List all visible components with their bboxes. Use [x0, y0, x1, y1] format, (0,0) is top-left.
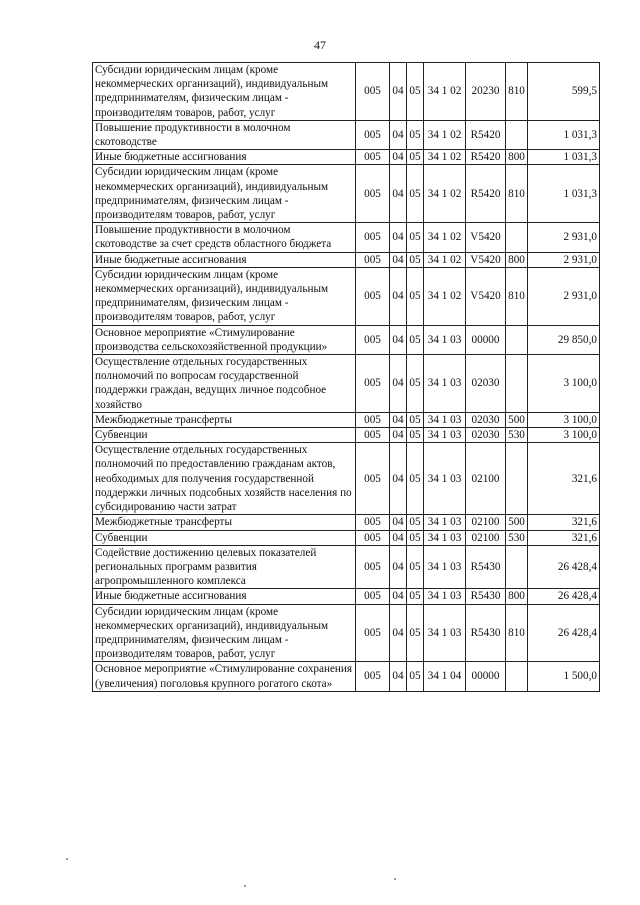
expense-type-code: [506, 223, 528, 252]
table-row: [93, 662, 600, 691]
ministry-code: 005: [356, 412, 390, 427]
ministry-code: 005: [356, 545, 390, 589]
program-code: 34 1 04: [424, 662, 466, 691]
table-row: [93, 515, 600, 530]
target-code: 02030: [466, 428, 506, 443]
budget-allocation-table: [92, 62, 600, 692]
section-code: 04: [390, 267, 407, 325]
target-code: 00000: [466, 662, 506, 691]
amount: 26 428,4: [528, 545, 600, 589]
amount: 1 031,3: [528, 165, 600, 223]
ministry-code: 005: [356, 165, 390, 223]
target-code: 02030: [466, 412, 506, 427]
amount: 1 031,3: [528, 150, 600, 165]
program-code: 34 1 03: [424, 428, 466, 443]
table-row: [93, 252, 600, 267]
table-row: [93, 589, 600, 604]
subsection-code: 05: [407, 662, 424, 691]
table-row: [93, 165, 600, 223]
section-code: 04: [390, 589, 407, 604]
ministry-code: 005: [356, 63, 390, 121]
ministry-code: 005: [356, 267, 390, 325]
amount: 26 428,4: [528, 589, 600, 604]
target-code: 02100: [466, 515, 506, 530]
amount: 29 850,0: [528, 325, 600, 354]
section-code: 04: [390, 150, 407, 165]
table-row: [93, 443, 600, 515]
expense-type-code: 500: [506, 515, 528, 530]
row-name: Субсидии юридическим лицам (кроме некоммерческих организаций), индивидуальным предпринимателям, физическим лицам - производителям товаров, работ, услуг: [93, 165, 356, 223]
row-name: Иные бюджетные ассигнования: [93, 589, 356, 604]
section-code: 04: [390, 604, 407, 662]
table-row: [93, 267, 600, 325]
target-code: 02100: [466, 443, 506, 515]
table-row: [93, 545, 600, 589]
subsection-code: 05: [407, 515, 424, 530]
program-code: 34 1 03: [424, 355, 466, 413]
row-name: Осуществление отдельных государственных полномочий по предоставлению гражданам актов, необходимых для получения государственной поддержки личных подсобных хозяйств населения по субсидированию части затрат: [93, 443, 356, 515]
row-name: Субвенции: [93, 530, 356, 545]
expense-type-code: [506, 325, 528, 354]
section-code: 04: [390, 325, 407, 354]
expense-type-code: 800: [506, 252, 528, 267]
expense-type-code: 530: [506, 428, 528, 443]
target-code: 02030: [466, 355, 506, 413]
section-code: 04: [390, 165, 407, 223]
amount: 2 931,0: [528, 223, 600, 252]
row-name: Субсидии юридическим лицам (кроме некоммерческих организаций), индивидуальным предпринимателям, физическим лицам - производителям товаров, работ, услуг: [93, 604, 356, 662]
ministry-code: 005: [356, 530, 390, 545]
ministry-code: 005: [356, 150, 390, 165]
target-code: 00000: [466, 325, 506, 354]
row-name: Иные бюджетные ассигнования: [93, 252, 356, 267]
scan-speck: [66, 858, 68, 860]
subsection-code: 05: [407, 545, 424, 589]
program-code: 34 1 03: [424, 530, 466, 545]
table-row: [93, 325, 600, 354]
amount: 26 428,4: [528, 604, 600, 662]
section-code: 04: [390, 412, 407, 427]
program-code: 34 1 03: [424, 515, 466, 530]
subsection-code: 05: [407, 150, 424, 165]
table-row: [93, 412, 600, 427]
subsection-code: 05: [407, 589, 424, 604]
program-code: 34 1 02: [424, 120, 466, 149]
subsection-code: 05: [407, 530, 424, 545]
amount: 321,6: [528, 515, 600, 530]
ministry-code: 005: [356, 662, 390, 691]
amount: 2 931,0: [528, 252, 600, 267]
expense-type-code: 810: [506, 63, 528, 121]
expense-type-code: 800: [506, 150, 528, 165]
program-code: 34 1 02: [424, 223, 466, 252]
row-name: Иные бюджетные ассигнования: [93, 150, 356, 165]
section-code: 04: [390, 223, 407, 252]
section-code: 04: [390, 428, 407, 443]
program-code: 34 1 03: [424, 545, 466, 589]
program-code: 34 1 02: [424, 165, 466, 223]
row-name: Основное мероприятие «Стимулирование производства сельскохозяйственной продукции»: [93, 325, 356, 354]
table-row: [93, 530, 600, 545]
section-code: 04: [390, 545, 407, 589]
subsection-code: 05: [407, 604, 424, 662]
amount: 2 931,0: [528, 267, 600, 325]
row-name: Содействие достижению целевых показателей региональных программ развития агропромышленного комплекса: [93, 545, 356, 589]
target-code: V5420: [466, 252, 506, 267]
subsection-code: 05: [407, 355, 424, 413]
section-code: 04: [390, 515, 407, 530]
section-code: 04: [390, 662, 407, 691]
ministry-code: 005: [356, 443, 390, 515]
row-name: Повышение продуктивности в молочном скотоводстве: [93, 120, 356, 149]
expense-type-code: [506, 355, 528, 413]
program-code: 34 1 03: [424, 325, 466, 354]
target-code: V5420: [466, 223, 506, 252]
target-code: R5420: [466, 120, 506, 149]
row-name: Субсидии юридическим лицам (кроме некоммерческих организаций), индивидуальным предпринимателям, физическим лицам - производителям товаров, работ, услуг: [93, 267, 356, 325]
target-code: R5430: [466, 545, 506, 589]
expense-type-code: [506, 545, 528, 589]
expense-type-code: 500: [506, 412, 528, 427]
section-code: 04: [390, 120, 407, 149]
expense-type-code: 530: [506, 530, 528, 545]
ministry-code: 005: [356, 252, 390, 267]
table-row: [93, 355, 600, 413]
scan-speck: [394, 878, 396, 880]
amount: 1 500,0: [528, 662, 600, 691]
ministry-code: 005: [356, 604, 390, 662]
ministry-code: 005: [356, 325, 390, 354]
subsection-code: 05: [407, 428, 424, 443]
amount: 321,6: [528, 530, 600, 545]
subsection-code: 05: [407, 267, 424, 325]
expense-type-code: [506, 120, 528, 149]
table-row: [93, 150, 600, 165]
amount: 599,5: [528, 63, 600, 121]
subsection-code: 05: [407, 412, 424, 427]
target-code: R5420: [466, 150, 506, 165]
expense-type-code: 810: [506, 267, 528, 325]
program-code: 34 1 03: [424, 412, 466, 427]
subsection-code: 05: [407, 252, 424, 267]
subsection-code: 05: [407, 443, 424, 515]
row-name: Субвенции: [93, 428, 356, 443]
section-code: 04: [390, 63, 407, 121]
subsection-code: 05: [407, 223, 424, 252]
table-row: [93, 604, 600, 662]
ministry-code: 005: [356, 355, 390, 413]
subsection-code: 05: [407, 120, 424, 149]
subsection-code: 05: [407, 325, 424, 354]
program-code: 34 1 03: [424, 443, 466, 515]
table-row: [93, 223, 600, 252]
ministry-code: 005: [356, 515, 390, 530]
program-code: 34 1 02: [424, 252, 466, 267]
expense-type-code: 810: [506, 165, 528, 223]
row-name: Повышение продуктивности в молочном скотоводстве за счет средств областного бюджета: [93, 223, 356, 252]
target-code: V5420: [466, 267, 506, 325]
scan-speck: [244, 885, 246, 887]
program-code: 34 1 02: [424, 63, 466, 121]
target-code: R5430: [466, 589, 506, 604]
row-name: Субсидии юридическим лицам (кроме некоммерческих организаций), индивидуальным предпринимателям, физическим лицам - производителям товаров, работ, услуг: [93, 63, 356, 121]
target-code: 02100: [466, 530, 506, 545]
program-code: 34 1 03: [424, 589, 466, 604]
section-code: 04: [390, 530, 407, 545]
row-name: Межбюджетные трансферты: [93, 412, 356, 427]
target-code: 20230: [466, 63, 506, 121]
section-code: 04: [390, 443, 407, 515]
amount: 321,6: [528, 443, 600, 515]
subsection-code: 05: [407, 63, 424, 121]
page-number: 47: [314, 38, 326, 52]
expense-type-code: [506, 443, 528, 515]
section-code: 04: [390, 252, 407, 267]
ministry-code: 005: [356, 589, 390, 604]
table-row: [93, 63, 600, 121]
program-code: 34 1 03: [424, 604, 466, 662]
row-name: Основное мероприятие «Стимулирование сохранения (увеличения) поголовья крупного рогатого скота»: [93, 662, 356, 691]
ministry-code: 005: [356, 223, 390, 252]
expense-type-code: [506, 662, 528, 691]
amount: 3 100,0: [528, 412, 600, 427]
amount: 3 100,0: [528, 428, 600, 443]
expense-type-code: 810: [506, 604, 528, 662]
row-name: Осуществление отдельных государственных полномочий по вопросам государственной поддержки граждан, ведущих личное подсобное хозяйство: [93, 355, 356, 413]
table-row: [93, 120, 600, 149]
table-row: [93, 428, 600, 443]
amount: 1 031,3: [528, 120, 600, 149]
ministry-code: 005: [356, 428, 390, 443]
target-code: R5420: [466, 165, 506, 223]
amount: 3 100,0: [528, 355, 600, 413]
section-code: 04: [390, 355, 407, 413]
target-code: R5430: [466, 604, 506, 662]
program-code: 34 1 02: [424, 267, 466, 325]
row-name: Межбюджетные трансферты: [93, 515, 356, 530]
subsection-code: 05: [407, 165, 424, 223]
table-body: [93, 63, 600, 692]
program-code: 34 1 02: [424, 150, 466, 165]
expense-type-code: 800: [506, 589, 528, 604]
ministry-code: 005: [356, 120, 390, 149]
